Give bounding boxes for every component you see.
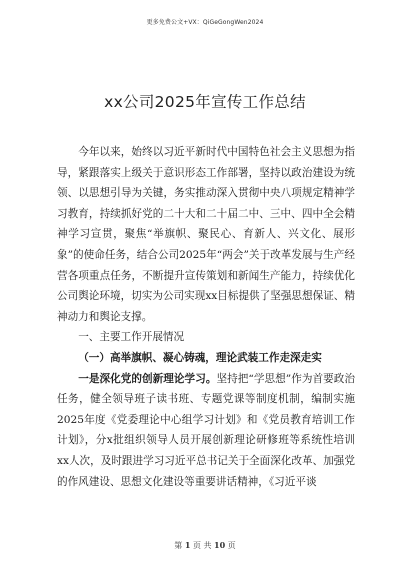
total-page-count: 10 <box>214 540 226 550</box>
section-heading: 一、主要工作开展情况 <box>78 331 185 344</box>
point-lead: 一是深化党的创新理论学习。 <box>78 372 217 385</box>
point-text: 坚持把“学思想”作为首要政治任务，健全领导班子读书班、专题党课等制度机制，编制实施2025年度《党委理论中心组学习计划》和《党员教育培训工作计划》，分x批组织领导人员开展创新理论研修班等系统性培训xx人次，及时跟进学习习近平总书记关于全面深化改革、加强党的作风建设、思想文化建设等重要讲话精神，《习近平谈 <box>57 372 355 488</box>
document-title: xx公司2025年宣传工作总结 <box>104 93 306 111</box>
footer-middle: 页 共 <box>192 541 212 550</box>
footer-suffix: 页 <box>227 541 236 550</box>
current-page-number: 1 <box>184 540 191 550</box>
page-footer <box>0 540 410 551</box>
document-body <box>57 142 355 492</box>
intro-paragraph: 今年以来，始终以习近平新时代中国特色社会主义思想为指导，紧跟落实上级关于意识形态工作部署，坚持以政治建设为统领、以思想引导为关键，务实推动深入贯彻中央八项规定精神学习教育，持续抓好党的二十大和二十届二中、三中、四中全会精神学习宣贯，聚焦“举旗帜、聚民心、育新人、兴文化、展形象”的使命任务，结合公司2025年“两会”关于改革发展与生产经营各项重点任务，不断提升宣传策划和新闻生产能力，持续优化公司舆论环境，切实为公司实现xx目标提供了坚强思想保证、精神动力和舆论支撑。 <box>57 146 355 323</box>
subsection-heading: （一）高举旗帜、凝心铸魂，理论武装工作走深走实 <box>78 351 322 364</box>
header-note: 更多免费公文+VX：QiGeGongWen2024 <box>146 19 264 26</box>
footer-prefix: 第 <box>174 541 183 550</box>
point-paragraph <box>57 369 355 493</box>
